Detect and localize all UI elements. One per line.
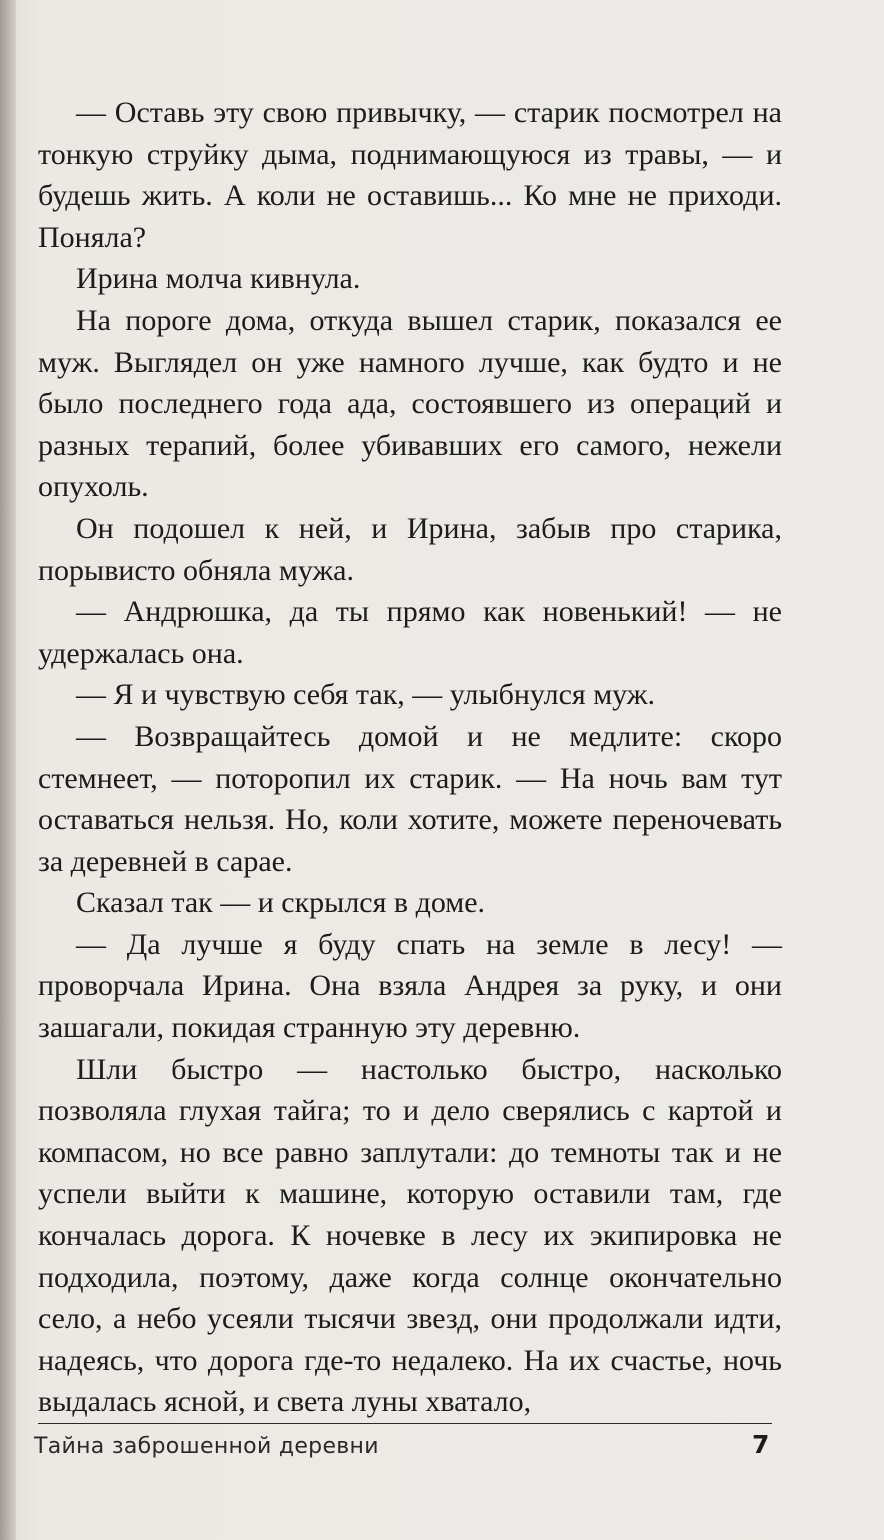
paragraph: На пороге дома, откуда вышел старик, показался ее муж. Выглядел он уже намного лучше, как будто и не было последнего года ада, состоявшего из операций и разных терапий, более убивавших его самого, нежели опухоль. [38, 303, 782, 504]
paragraph: — Да лучше я буду спать на земле в лесу! — проворчала Ирина. Она взяла Андрея за руку, и они зашагали, покидая странную эту деревню. [38, 927, 782, 1045]
paragraph: — Я и чувствую себя так, — улыбнулся муж. [76, 678, 656, 712]
paragraph: Шли быстро — настолько быстро, насколько позволяла глухая тайга; то и дело сверялись с картой и компасом, но все равно заплутали: до темноты так и не успели выйти к машине, которую оставили там, где кончалась дорога. К ночевке в лесу их экипировка не подходила, поэтому, даже когда солнце окончательно село, а небо усеяли тысячи звезд, они продолжали идти, надеясь, что дорога где-то недалеко. На их счастье, ночь выдалась ясной, и света луны хватало, [38, 1052, 782, 1419]
paragraph: — Возвращайтесь домой и не медлите: скоро стемнеет, — поторопил их старик. — На ночь вам тут оставаться нельзя. Но, коли хотите, можете переночевать за деревней в сарае. [38, 719, 782, 878]
paragraph: — Оставь эту свою привычку, — старик посмотрел на тонкую струйку дыма, поднимающуюся из травы, — и будешь жить. А коли не оставишь... Ко мне не приходи. Поняла? [38, 96, 782, 254]
body-text [38, 92, 782, 1423]
paragraph: Сказал так — и скрылся в доме. [76, 886, 486, 920]
page-gutter [0, 0, 16, 1540]
page-number: 7 [752, 1430, 770, 1459]
paragraph: Он подошел к ней, и Ирина, забыв про старика, порывисто обняла мужа. [38, 511, 782, 587]
paragraph: — Андрюшка, да ты прямо как новенький! — не удержалась она. [38, 595, 782, 670]
footer-rule [38, 1423, 772, 1424]
running-footer-title: Тайна заброшенной деревни [34, 1434, 379, 1459]
paragraph: Ирина молча кивнула. [76, 262, 361, 296]
